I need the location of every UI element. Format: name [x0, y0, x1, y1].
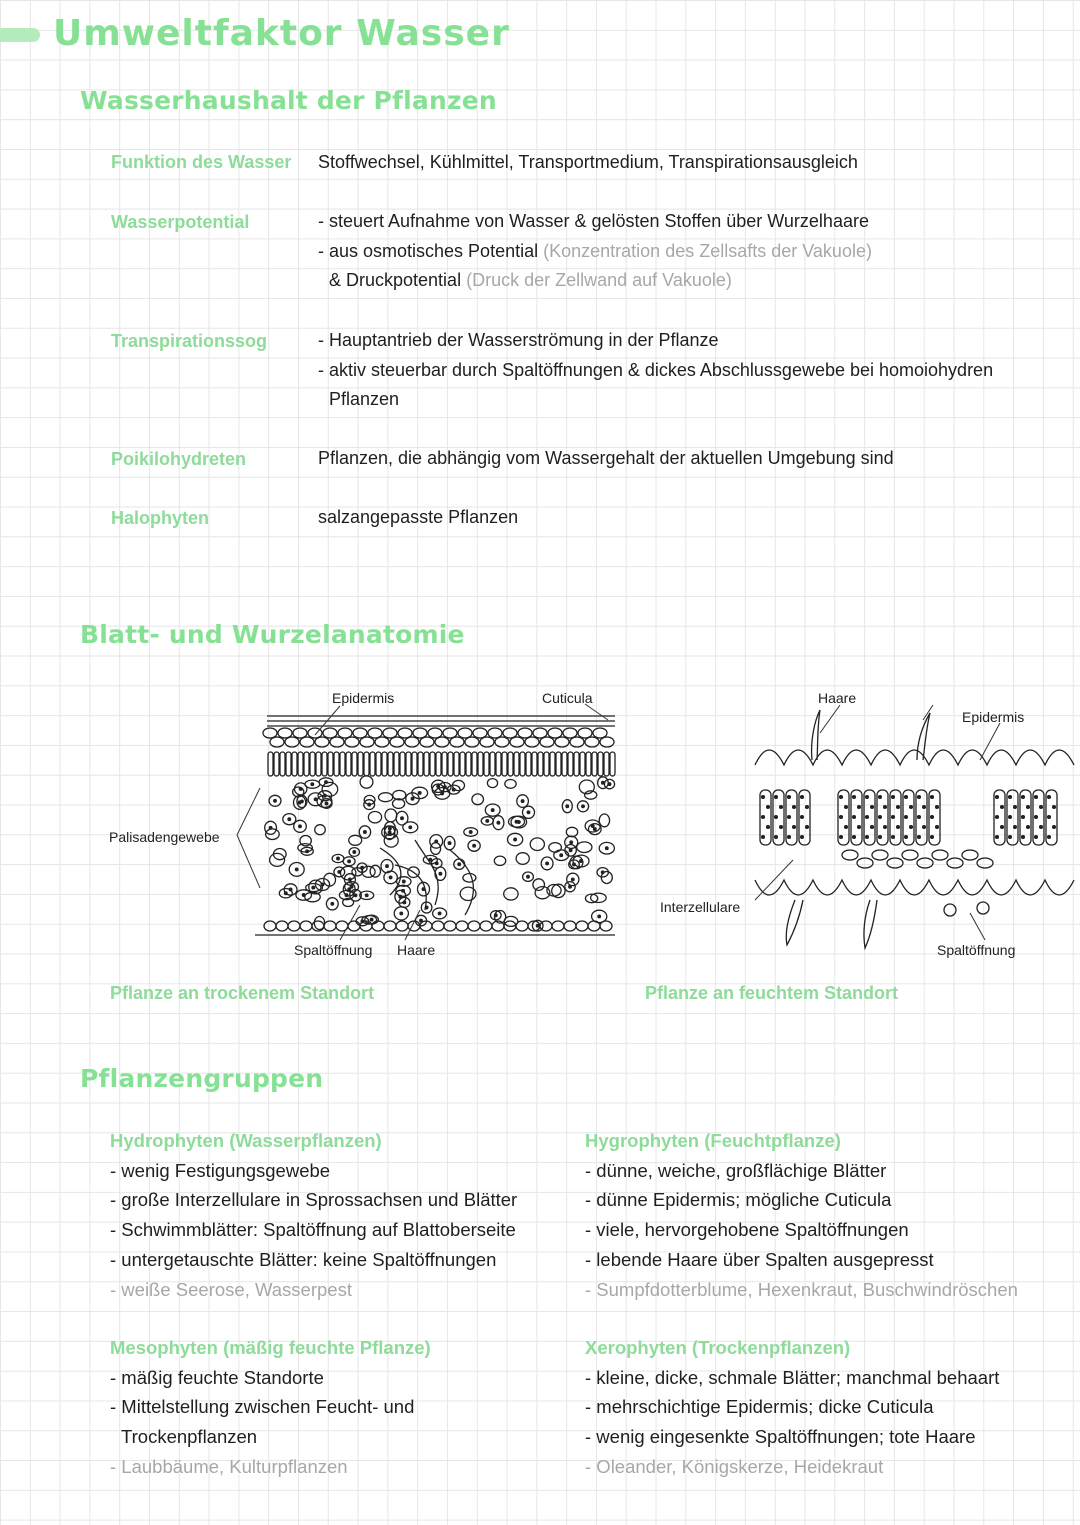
wet-leaf-diagram: [755, 705, 1065, 950]
group-item: - Schwimmblätter: Spaltöffnung auf Blattoberseite: [110, 1219, 516, 1241]
group-item: - dünne Epidermis; mögliche Cuticula: [585, 1189, 892, 1211]
desc-note: (Druck der Zellwand auf Vakuole): [466, 270, 732, 291]
desc-halophyten: salzangepasste Pflanzen: [318, 507, 519, 527]
group-hydrophyten: [110, 1126, 517, 1304]
group-item: - große Interzellulare in Sprossachsen und Blätter: [110, 1189, 518, 1211]
group-item: - viele, hervorgehobene Spaltöffnungen: [585, 1219, 909, 1241]
group-item: - dünne, weiche, großflächige Blätter: [585, 1159, 887, 1181]
label-haare-dry: Haare: [397, 942, 436, 958]
label-epidermis-dry: Epidermis: [332, 690, 395, 706]
desc-line: [318, 266, 872, 296]
desc-transpirationssog: [318, 326, 993, 415]
group-example: - Laubbäume, Kulturpflanzen: [110, 1455, 348, 1477]
label-epidermis-wet: Epidermis: [962, 709, 1025, 725]
label-spaltoeffnung-wet: Spaltöffnung: [937, 942, 1016, 958]
group-xerophyten: [585, 1333, 999, 1482]
label-palisadengewebe: Palisadengewebe: [109, 829, 220, 845]
desc-text: & Druckpotential: [329, 270, 462, 291]
group-hygrophyten: [585, 1126, 1018, 1304]
section-heading-wasserhaushalt: Wasserhaushalt der Pflanzen: [80, 86, 497, 115]
group-item: - lebende Haare über Spalten ausgepresst: [585, 1248, 934, 1270]
group-item: - untergetauschte Blätter: keine Spaltöffnungen: [110, 1248, 497, 1270]
group-item: Trockenpflanzen: [121, 1426, 258, 1448]
term-halophyten: Halophyten: [111, 508, 210, 528]
group-title: Hygrophyten (Feuchtpflanze): [585, 1130, 841, 1151]
label-cuticula: Cuticula: [542, 690, 593, 706]
section-heading-anatomie: Blatt- und Wurzelanatomie: [80, 620, 465, 649]
desc-funktion: [318, 148, 858, 178]
group-title: Xerophyten (Trockenpflanzen): [585, 1337, 851, 1358]
group-example: - Sumpfdotterblume, Hexenkraut, Buschwindröschen: [585, 1278, 1018, 1300]
group-item: - Mittelstellung zwischen Feucht- und: [110, 1396, 415, 1418]
term-poikilohydreten: Poikilohydreten: [111, 449, 247, 469]
group-item: - kleine, dicke, schmale Blätter; manchmal behaart: [585, 1366, 1000, 1388]
group-example: - Oleander, Königskerze, Heidekraut: [585, 1455, 884, 1477]
group-item: - mehrschichtige Epidermis; dicke Cuticula: [585, 1396, 934, 1418]
caption-wet: Pflanze an feuchtem Standort: [645, 983, 899, 1003]
desc-line: Pflanzen: [329, 389, 400, 410]
desc-line: - Hauptantrieb der Wasserströmung in der Pflanze: [318, 330, 719, 350]
group-item: - wenig Festigungsgewebe: [110, 1159, 331, 1181]
label-haare-wet: Haare: [818, 690, 857, 706]
term-wasserpotential: Wasserpotential: [111, 212, 250, 232]
desc-poikilohydreten: Pflanzen, die abhängig vom Wassergehalt der aktuellen Umgebung sind: [318, 448, 894, 468]
group-title: Mesophyten (mäßig feuchte Pflanze): [110, 1337, 431, 1358]
group-item: - wenig eingesenkte Spaltöffnungen; tote Haare: [585, 1426, 976, 1448]
desc-line: [318, 237, 872, 267]
dry-leaf-diagram: [230, 700, 630, 945]
group-example: - weiße Seerose, Wasserpest: [110, 1278, 352, 1300]
group-title: Hydrophyten (Wasserpflanzen): [110, 1130, 382, 1151]
label-interzellulare: Interzellulare: [660, 899, 741, 915]
section-heading-pflanzengruppen: Pflanzengruppen: [80, 1064, 324, 1093]
desc-note: (Konzentration des Zellsafts der Vakuole): [543, 240, 872, 261]
desc-line: Stoffwechsel, Kühlmittel, Transportmedium, Transpirationsausgleich: [318, 152, 858, 172]
term-transpirationssog: Transpirationssog: [111, 331, 268, 351]
caption-dry: Pflanze an trockenem Standort: [110, 983, 375, 1003]
desc-line: - aktiv steuerbar durch Spaltöffnungen & dickes Abschlussgewebe bei homoiohydren: [318, 359, 994, 380]
group-item: - mäßig feuchte Standorte: [110, 1366, 324, 1388]
desc-line: - steuert Aufnahme von Wasser & gelösten Stoffen über Wurzelhaare: [318, 211, 869, 231]
desc-wasserpotential: [318, 207, 872, 296]
page-title: Umweltfaktor Wasser: [53, 13, 510, 54]
term-funktion: Funktion des Wasser: [111, 152, 292, 172]
desc-text: - aus osmotisches Potential: [318, 240, 539, 261]
title-accent-bar: [0, 28, 40, 42]
label-spaltoeffnung-dry: Spaltöffnung: [294, 942, 373, 958]
group-mesophyten: [110, 1333, 431, 1482]
